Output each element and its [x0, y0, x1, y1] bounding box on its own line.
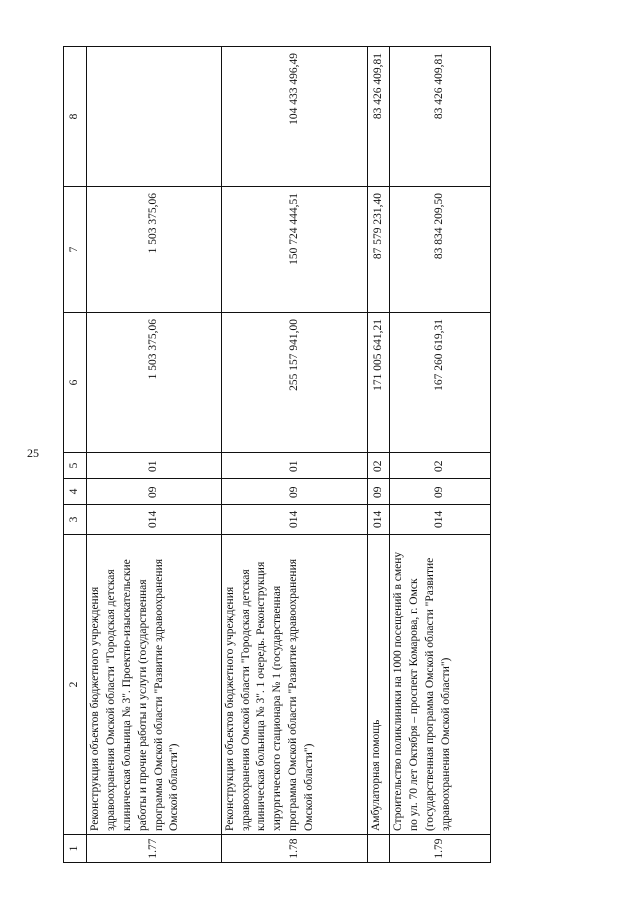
code-cell: 02 — [368, 453, 390, 479]
code-cell: 01 — [87, 453, 222, 479]
code-cell: 014 — [221, 505, 368, 535]
code-cell: 01 — [221, 453, 368, 479]
code-cell: 09 — [368, 479, 390, 505]
header-cell: 6 — [64, 313, 87, 453]
table-row — [390, 47, 491, 863]
code-cell: 02 — [390, 453, 491, 479]
amount-cell: 83 426 409,81 — [390, 47, 491, 187]
header-cell: 8 — [64, 47, 87, 187]
rotated-table — [63, 47, 491, 863]
page-number: 25 — [27, 446, 39, 460]
row-number: 1.79 — [390, 835, 491, 863]
code-cell: 09 — [390, 479, 491, 505]
header-cell: 4 — [64, 479, 87, 505]
header-cell: 7 — [64, 187, 87, 313]
amount-cell: 150 724 444,51 — [221, 187, 368, 313]
budget-table-container — [63, 47, 491, 863]
amount-cell: 83 834 209,50 — [390, 187, 491, 313]
code-cell: 014 — [390, 505, 491, 535]
header-row — [64, 47, 87, 863]
amount-cell: 87 579 231,40 — [368, 187, 390, 313]
header-cell: 3 — [64, 505, 87, 535]
amount-cell — [87, 47, 222, 187]
code-cell: 014 — [87, 505, 222, 535]
table-row — [368, 47, 390, 863]
amount-cell: 1 503 375,06 — [87, 313, 222, 453]
table-row — [87, 47, 222, 863]
row-description: Реконструкция объектов бюджетного учреждения здравоохранения Омской области "Городская детская клиническая больница № 3". Проектно-изыскательские работы и прочие работы и услуги (государственная программа Омской области "Развитие здравоохранения Омской области") — [87, 535, 222, 835]
amount-cell: 171 005 641,21 — [368, 313, 390, 453]
row-description: Амбулаторная помощь — [368, 535, 390, 835]
budget-table — [63, 46, 491, 863]
amount-cell: 83 426 409,81 — [368, 47, 390, 187]
row-description: Строительство поликлиники на 1000 посещений в смену по ул. 70 лет Октября – проспект Комарова, г. Омск (государственная программа Омской области "Развитие здравоохранения Омской области") — [390, 535, 491, 835]
row-number: 1.78 — [221, 835, 368, 863]
code-cell: 09 — [221, 479, 368, 505]
row-description: Реконструкция объектов бюджетного учреждения здравоохранения Омской области "Городская детская клиническая больница № 3". 1 очередь. Реконструкция хирургического стационара № 1 (государственная программа Омской области "Развитие здравоохранения Омской области") — [221, 535, 368, 835]
table-row — [221, 47, 368, 863]
amount-cell: 1 503 375,06 — [87, 187, 222, 313]
row-number — [368, 835, 390, 863]
code-cell: 014 — [368, 505, 390, 535]
header-cell: 2 — [64, 535, 87, 835]
header-cell: 5 — [64, 453, 87, 479]
header-cell: 1 — [64, 835, 87, 863]
amount-cell: 167 260 619,31 — [390, 313, 491, 453]
amount-cell: 255 157 941,00 — [221, 313, 368, 453]
row-number: 1.77 — [87, 835, 222, 863]
amount-cell: 104 433 496,49 — [221, 47, 368, 187]
code-cell: 09 — [87, 479, 222, 505]
